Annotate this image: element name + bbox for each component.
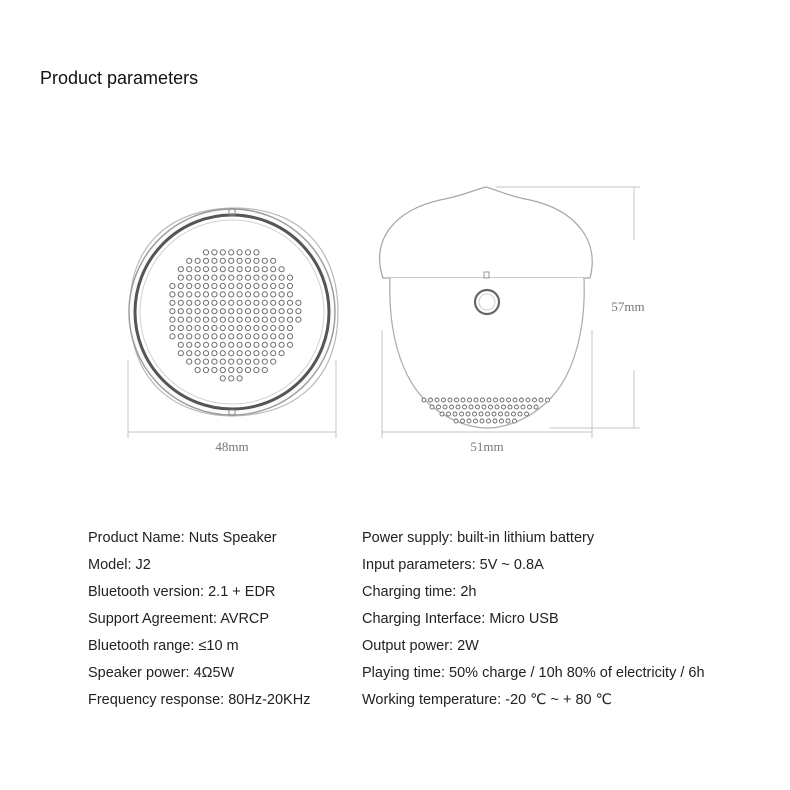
grille-hole	[262, 283, 267, 288]
spec-support-agreement: Support Agreement: AVRCP	[88, 611, 270, 627]
bottom-hole	[518, 412, 522, 416]
grille-hole	[212, 267, 217, 272]
grille-hole	[271, 359, 276, 364]
grille-hole	[271, 351, 276, 356]
front-width-label: 48mm	[215, 439, 249, 454]
grille-hole	[220, 342, 225, 347]
grille-hole	[245, 258, 250, 263]
grille-hole	[195, 283, 200, 288]
grille-hole	[212, 292, 217, 297]
grille-hole	[245, 275, 250, 280]
grille-hole	[262, 317, 267, 322]
grille-hole	[254, 334, 259, 339]
bottom-hole	[525, 412, 529, 416]
bottom-hole	[513, 398, 517, 402]
grille-hole	[254, 317, 259, 322]
grille-hole	[212, 342, 217, 347]
bottom-hole	[463, 405, 467, 409]
grille-hole	[229, 325, 234, 330]
grille-hole	[296, 300, 301, 305]
bottom-hole	[492, 412, 496, 416]
spec-speaker-power: Speaker power: 4Ω5W	[88, 665, 235, 681]
grille-hole	[178, 309, 183, 314]
grille-hole	[203, 309, 208, 314]
grille-hole	[203, 325, 208, 330]
bottom-hole	[460, 412, 464, 416]
grille-hole	[262, 309, 267, 314]
grille-hole	[229, 359, 234, 364]
grille-hole	[245, 292, 250, 297]
grille-hole	[195, 292, 200, 297]
bottom-hole	[487, 419, 491, 423]
bottom-hole	[469, 405, 473, 409]
grille-hole	[262, 351, 267, 356]
grille-hole	[187, 342, 192, 347]
grille-hole	[262, 334, 267, 339]
grille-hole	[187, 317, 192, 322]
grille-hole	[178, 325, 183, 330]
grille-hole	[203, 300, 208, 305]
grille-hole	[195, 300, 200, 305]
bottom-hole	[500, 419, 504, 423]
grille-hole	[271, 292, 276, 297]
grille-hole	[237, 275, 242, 280]
grille-hole	[271, 275, 276, 280]
grille-hole	[245, 351, 250, 356]
grille-hole	[178, 317, 183, 322]
grille-hole	[271, 267, 276, 272]
grille-hole	[212, 258, 217, 263]
grille-hole	[287, 342, 292, 347]
grille-hole	[178, 292, 183, 297]
grille-hole	[237, 309, 242, 314]
grille-hole	[220, 300, 225, 305]
grille-hole	[254, 325, 259, 330]
grille-hole	[212, 283, 217, 288]
grille-hole	[245, 309, 250, 314]
grille-hole	[187, 292, 192, 297]
grille-hole	[195, 275, 200, 280]
grille-hole	[262, 342, 267, 347]
bottom-hole	[500, 398, 504, 402]
bottom-hole	[546, 398, 550, 402]
bottom-hole	[456, 405, 460, 409]
grille-hole	[187, 283, 192, 288]
grille-hole	[279, 351, 284, 356]
grille-hole	[220, 351, 225, 356]
grille-hole	[220, 359, 225, 364]
bottom-hole	[494, 398, 498, 402]
bottom-hole	[461, 419, 465, 423]
grille-hole	[212, 250, 217, 255]
grille-hole	[170, 325, 175, 330]
grille-hole	[287, 300, 292, 305]
bottom-hole	[447, 412, 451, 416]
grille-hole	[195, 317, 200, 322]
grille-hole	[187, 325, 192, 330]
grille-hole	[220, 250, 225, 255]
page-title: Product parameters	[40, 68, 199, 88]
bottom-hole	[499, 412, 503, 416]
speaker-front-view	[129, 208, 338, 416]
grille-hole	[254, 300, 259, 305]
bottom-hole	[461, 398, 465, 402]
bottom-hole	[466, 412, 470, 416]
grille-hole	[271, 334, 276, 339]
grille-hole	[254, 309, 259, 314]
grille-hole	[212, 351, 217, 356]
grille-hole	[254, 292, 259, 297]
bottom-hole	[454, 419, 458, 423]
grille-hole	[279, 300, 284, 305]
bottom-hole	[508, 405, 512, 409]
spec-power-supply: Power supply: built-in lithium battery	[362, 530, 595, 546]
grille-hole	[245, 267, 250, 272]
grille-hole	[254, 267, 259, 272]
grille-hole	[229, 351, 234, 356]
grille-hole	[237, 300, 242, 305]
grille-hole	[245, 300, 250, 305]
grille-hole	[229, 309, 234, 314]
grille-hole	[296, 309, 301, 314]
bottom-hole	[512, 412, 516, 416]
grille-hole	[237, 325, 242, 330]
grille-hole	[170, 334, 175, 339]
bottom-hole	[467, 419, 471, 423]
bottom-hole	[443, 405, 447, 409]
bottom-hole	[476, 405, 480, 409]
grille-hole	[203, 317, 208, 322]
grille-hole	[254, 351, 259, 356]
grille-hole	[203, 334, 208, 339]
grille-hole	[220, 325, 225, 330]
spec-playing-time: Playing time: 50% charge / 10h 80% of electricity / 6h	[362, 665, 705, 681]
specs-right-column	[362, 528, 705, 717]
spec-output-power: Output power: 2W	[362, 638, 479, 654]
grille-hole	[262, 258, 267, 263]
grille-hole	[279, 317, 284, 322]
grille-hole	[287, 334, 292, 339]
grille-hole	[170, 283, 175, 288]
bottom-hole	[482, 405, 486, 409]
grille-hole	[287, 325, 292, 330]
grille-hole	[203, 275, 208, 280]
grille-hole	[237, 359, 242, 364]
grille-hole	[195, 334, 200, 339]
grille-hole	[254, 258, 259, 263]
grille-hole	[170, 300, 175, 305]
grille-hole	[187, 258, 192, 263]
bottom-hole	[507, 398, 511, 402]
bottom-hole	[520, 398, 524, 402]
grille-hole	[195, 309, 200, 314]
bottom-hole	[489, 405, 493, 409]
grille-hole	[220, 309, 225, 314]
grille-hole	[279, 325, 284, 330]
grille-hole	[178, 342, 183, 347]
bottom-hole	[422, 398, 426, 402]
grille-hole	[237, 317, 242, 322]
grille-hole	[279, 283, 284, 288]
grille-hole	[229, 376, 234, 381]
grille-hole	[170, 317, 175, 322]
spec-working-temperature: Working temperature: -20 ℃ ~ + 80 ℃	[362, 692, 612, 708]
grille-hole	[220, 367, 225, 372]
grille-hole	[271, 283, 276, 288]
bottom-hole	[480, 419, 484, 423]
grille-hole	[187, 267, 192, 272]
grille-hole	[245, 283, 250, 288]
grille-hole	[195, 325, 200, 330]
grille-hole	[237, 342, 242, 347]
bottom-hole	[440, 412, 444, 416]
grille-hole	[195, 359, 200, 364]
grille-hole	[187, 275, 192, 280]
bottom-hole	[455, 398, 459, 402]
grille-hole	[237, 250, 242, 255]
grille-hole	[271, 258, 276, 263]
grille-hole	[262, 367, 267, 372]
grille-hole	[203, 359, 208, 364]
grille-hole	[229, 342, 234, 347]
grille-hole	[262, 275, 267, 280]
grille-hole	[220, 283, 225, 288]
grille-hole	[170, 309, 175, 314]
grille-hole	[203, 267, 208, 272]
bottom-hole	[473, 412, 477, 416]
grille-hole	[212, 275, 217, 280]
grille-hole	[271, 317, 276, 322]
grille-hole	[178, 275, 183, 280]
grille-hole	[220, 258, 225, 263]
grille-hole	[220, 292, 225, 297]
bottom-hole	[450, 405, 454, 409]
grille-hole	[287, 275, 292, 280]
spec-charging-interface: Charging Interface: Micro USB	[362, 611, 559, 627]
grille-hole	[287, 309, 292, 314]
grille-hole	[203, 283, 208, 288]
grille-hole	[237, 267, 242, 272]
grille-hole	[254, 283, 259, 288]
height-label: 57mm	[611, 299, 645, 314]
grille-hole	[212, 367, 217, 372]
grille-hole	[220, 275, 225, 280]
grille-hole	[245, 325, 250, 330]
grille-hole	[229, 258, 234, 263]
bottom-hole	[493, 419, 497, 423]
grille-hole	[254, 250, 259, 255]
bottom-hole	[521, 405, 525, 409]
grille-hole	[212, 309, 217, 314]
grille-hole	[271, 309, 276, 314]
spec-input-parameters: Input parameters: 5V ~ 0.8A	[362, 557, 544, 573]
grille-hole	[245, 367, 250, 372]
grille-hole	[262, 292, 267, 297]
bottom-hole	[515, 405, 519, 409]
bottom-hole	[481, 398, 485, 402]
grille-hole	[279, 334, 284, 339]
grille-hole	[195, 258, 200, 263]
grille-hole	[187, 300, 192, 305]
grille-hole	[245, 342, 250, 347]
bottom-hole	[448, 398, 452, 402]
grille-hole	[262, 267, 267, 272]
bottom-hole	[435, 398, 439, 402]
spec-charging-time: Charging time: 2h	[362, 584, 477, 600]
bottom-hole	[528, 405, 532, 409]
grille-hole	[254, 359, 259, 364]
grille-hole	[187, 359, 192, 364]
grille-hole	[287, 317, 292, 322]
specs-left-column	[88, 528, 310, 717]
grille-hole	[203, 250, 208, 255]
bottom-hole	[468, 398, 472, 402]
grille-hole	[178, 351, 183, 356]
grille-hole	[279, 267, 284, 272]
grille-hole	[229, 317, 234, 322]
bottom-hole	[487, 398, 491, 402]
bottom-hole	[539, 398, 543, 402]
grille-hole	[212, 300, 217, 305]
bottom-hole	[502, 405, 506, 409]
grille-hole	[203, 292, 208, 297]
grille-hole	[195, 351, 200, 356]
grille-hole	[195, 342, 200, 347]
grille-hole	[170, 292, 175, 297]
grille-hole	[245, 317, 250, 322]
grille-hole	[178, 283, 183, 288]
bottom-hole	[513, 419, 517, 423]
grille-hole	[262, 359, 267, 364]
grille-hole	[296, 317, 301, 322]
grille-hole	[220, 376, 225, 381]
bottom-hole	[430, 405, 434, 409]
bottom-hole	[437, 405, 441, 409]
bottom-hole	[474, 398, 478, 402]
spec-bluetooth-version: Bluetooth version: 2.1 + EDR	[88, 584, 276, 600]
grille-hole	[229, 283, 234, 288]
bottom-hole	[479, 412, 483, 416]
grille-hole	[271, 325, 276, 330]
grille-hole	[220, 334, 225, 339]
grille-hole	[203, 258, 208, 263]
grille-hole	[237, 283, 242, 288]
bottom-hole	[429, 398, 433, 402]
grille-hole	[254, 275, 259, 280]
grille-hole	[245, 359, 250, 364]
grille-hole	[254, 367, 259, 372]
bottom-hole	[495, 405, 499, 409]
bottom-hole	[474, 419, 478, 423]
bottom-hole	[534, 405, 538, 409]
bottom-hole	[505, 412, 509, 416]
grille-hole	[212, 317, 217, 322]
grille-hole	[229, 292, 234, 297]
grille-hole	[178, 300, 183, 305]
spec-product-name: Product Name: Nuts Speaker	[88, 530, 277, 546]
grille-hole	[212, 334, 217, 339]
grille-hole	[229, 367, 234, 372]
bottom-hole	[526, 398, 530, 402]
grille-hole	[279, 309, 284, 314]
grille-hole	[279, 292, 284, 297]
bottom-hole	[442, 398, 446, 402]
grille-hole	[279, 275, 284, 280]
grille-hole	[279, 342, 284, 347]
grille-hole	[178, 267, 183, 272]
grille-hole	[229, 267, 234, 272]
grille-hole	[220, 267, 225, 272]
grille-hole	[187, 351, 192, 356]
grille-hole	[245, 250, 250, 255]
grille-hole	[229, 250, 234, 255]
grille-hole	[212, 359, 217, 364]
grille-hole	[187, 309, 192, 314]
grille-hole	[237, 258, 242, 263]
side-width-label: 51mm	[470, 439, 504, 454]
bottom-hole	[453, 412, 457, 416]
grille-hole	[229, 300, 234, 305]
bottom-hole	[486, 412, 490, 416]
grille-hole	[229, 275, 234, 280]
grille-hole	[212, 325, 217, 330]
grille-hole	[245, 334, 250, 339]
grille-hole	[203, 351, 208, 356]
grille-hole	[271, 342, 276, 347]
grille-hole	[229, 334, 234, 339]
acorn-side-view	[380, 187, 593, 428]
bottom-hole	[533, 398, 537, 402]
grille-hole	[195, 267, 200, 272]
grille-hole	[178, 334, 183, 339]
grille-hole	[287, 283, 292, 288]
grille-hole	[237, 367, 242, 372]
grille-hole	[237, 292, 242, 297]
grille-hole	[203, 342, 208, 347]
grille-hole	[287, 292, 292, 297]
grille-hole	[262, 300, 267, 305]
grille-hole	[271, 300, 276, 305]
grille-hole	[237, 351, 242, 356]
grille-hole	[220, 317, 225, 322]
bottom-hole	[506, 419, 510, 423]
grille-hole	[254, 342, 259, 347]
grille-hole	[195, 367, 200, 372]
grille-hole	[237, 376, 242, 381]
grille-hole	[187, 334, 192, 339]
spec-frequency-response: Frequency response: 80Hz-20KHz	[88, 692, 311, 708]
spec-model: Model: J2	[88, 557, 151, 573]
spec-bluetooth-range: Bluetooth range: ≤10 m	[88, 638, 239, 654]
grille-hole	[237, 334, 242, 339]
grille-hole	[262, 325, 267, 330]
grille-hole	[203, 367, 208, 372]
